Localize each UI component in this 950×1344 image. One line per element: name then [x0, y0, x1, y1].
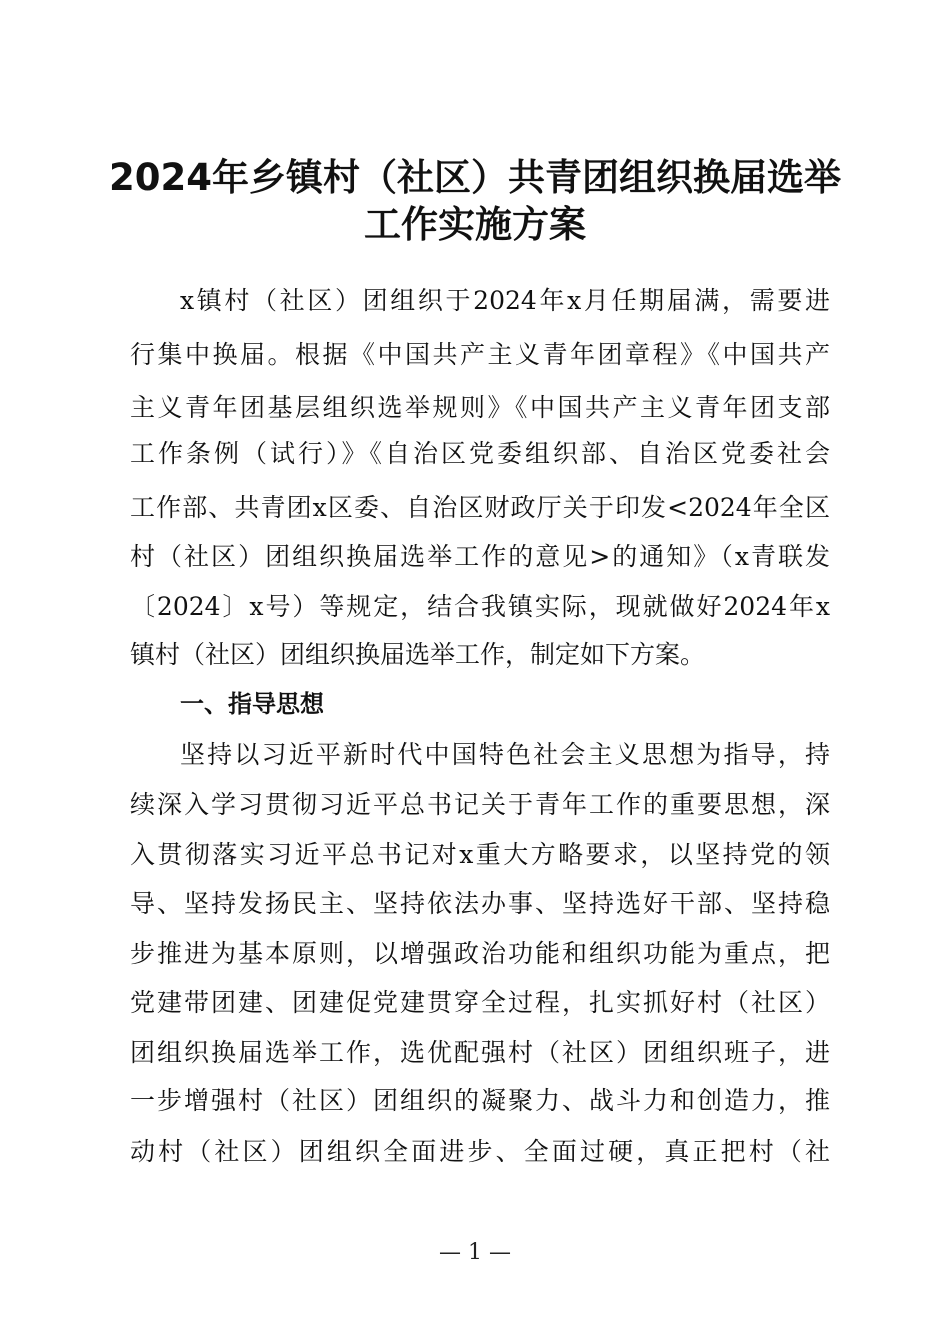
intro-paragraph-line: 〔2024〕x号）等规定，结合我镇实际，现就做好2024年x: [130, 592, 830, 621]
intro-paragraph-line: 工作部、共青团x区委、自治区财政厅关于印发<2024年全区: [130, 493, 830, 522]
section-paragraph-line: 党建带团建、团建促党建贯穿全过程，扎实抓好村（社区）: [130, 988, 830, 1017]
section-paragraph-line: 步推进为基本原则，以增强政治功能和组织功能为重点，把: [130, 939, 830, 968]
section-heading-guiding-ideology: 一、指导思想: [180, 690, 324, 718]
document-title-line-1: 2024年乡镇村（社区）共青团组织换届选举: [109, 156, 841, 199]
section-paragraph-line: 一步增强村（社区）团组织的凝聚力、战斗力和创造力，推: [130, 1086, 830, 1115]
section-paragraph-line: 导、坚持发扬民主、坚持依法办事、坚持选好干部、坚持稳: [130, 889, 830, 918]
section-paragraph-line: 入贯彻落实习近平总书记对x重大方略要求，以坚持党的领: [130, 840, 830, 869]
section-paragraph-line: 坚持以习近平新时代中国特色社会主义思想为指导，持: [180, 740, 830, 769]
intro-paragraph-line: 行集中换届。根据《中国共产主义青年团章程》《中国共产: [130, 340, 830, 369]
section-paragraph-line: 动村（社区）团组织全面进步、全面过硬，真正把村（社: [130, 1137, 830, 1166]
intro-paragraph-line: 工作条例（试行）》《自治区党委组织部、自治区党委社会: [130, 439, 830, 468]
page-number: — 1 —: [439, 1240, 511, 1265]
intro-paragraph-line: 主义青年团基层组织选举规则》《中国共产主义青年团支部: [130, 393, 830, 422]
intro-paragraph-line: 村（社区）团组织换届选举工作的意见>的通知》（x青联发: [130, 542, 830, 571]
intro-paragraph-line: 镇村（社区）团组织换届选举工作，制定如下方案。: [130, 640, 706, 669]
section-paragraph-line: 续深入学习贯彻习近平总书记关于青年工作的重要思想，深: [130, 790, 830, 819]
document-title-line-2: 工作实施方案: [364, 203, 586, 246]
intro-paragraph-line: x镇村（社区）团组织于2024年x月任期届满，需要进: [180, 286, 830, 315]
section-paragraph-line: 团组织换届选举工作，选优配强村（社区）团组织班子，进: [130, 1038, 830, 1067]
